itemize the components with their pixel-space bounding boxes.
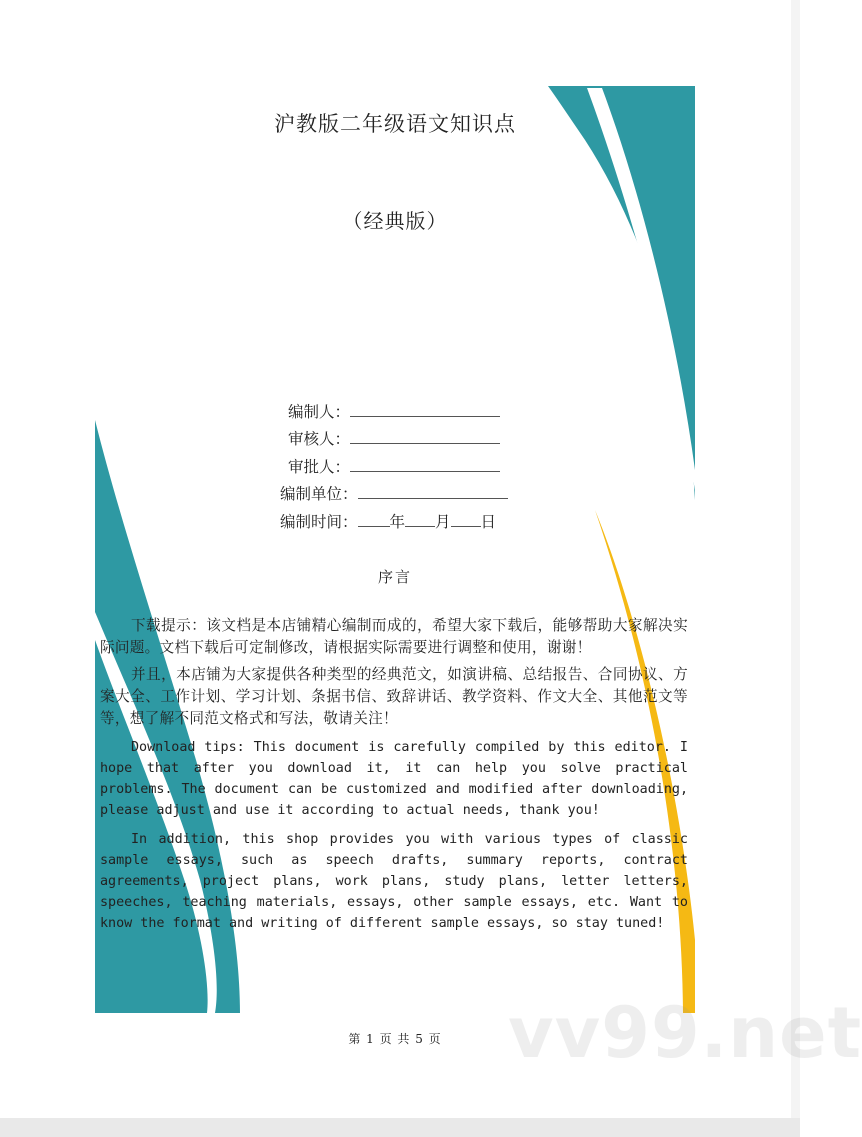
paragraph-shop-offer-en: In addition, this shop provides you with various types of classic sample essays, such as speech drafts, summary reports, contract agreements, project plans, work plans, study plans, letter letters, speeches, teaching materials, essays, other sample essays, etc. Want to know the format and writing of different sample essays, so stay tuned! bbox=[100, 832, 688, 931]
paragraph-download-tips-zh: 下载提示：该文档是本店铺精心编制而成的，希望大家下载后，能够帮助大家解决实际问题。文档下载后可定制修改，请根据实际需要进行调整和使用，谢谢！ bbox=[100, 617, 688, 656]
field-time-label: 编制时间： bbox=[280, 513, 358, 531]
field-month-blank bbox=[405, 511, 435, 527]
field-approver bbox=[288, 455, 500, 477]
field-approver-blank bbox=[350, 456, 500, 472]
field-year-label: 年 bbox=[389, 513, 406, 531]
field-editor-label: 编制人： bbox=[288, 403, 351, 421]
field-editor bbox=[288, 400, 500, 422]
field-year-blank bbox=[358, 511, 390, 527]
site-watermark: vv99.net bbox=[508, 992, 862, 1074]
viewer-bottom-bar bbox=[0, 1118, 800, 1137]
paragraph-shop-offer-zh: 并且，本店铺为大家提供各种类型的经典范文，如演讲稿、总结报告、合同协议、方案大全、工作计划、学习计划、条据书信、致辞讲话、教学资料、作文大全、其他范文等等，想了解不同范文格式和写法，敬请关注！ bbox=[100, 666, 688, 727]
field-editor-blank bbox=[350, 401, 500, 417]
page-edge bbox=[791, 0, 800, 1118]
field-approver-label: 审批人： bbox=[288, 458, 351, 476]
field-day-blank bbox=[451, 511, 481, 527]
document-title: 沪教版二年级语文知识点 bbox=[274, 112, 516, 136]
field-reviewer-blank bbox=[350, 428, 500, 444]
document-subtitle: （经典版） bbox=[342, 209, 448, 233]
field-unit-blank bbox=[358, 483, 508, 499]
field-unit bbox=[280, 482, 508, 504]
field-reviewer bbox=[288, 427, 500, 449]
field-day-label: 日 bbox=[480, 513, 497, 531]
field-month-label: 月 bbox=[435, 513, 451, 531]
page-footer: 第 1 页 共 5 页 bbox=[348, 1032, 442, 1046]
field-time bbox=[280, 510, 496, 532]
field-reviewer-label: 审核人： bbox=[288, 430, 351, 448]
paragraph-download-tips-en: Download tips: This document is carefully compiled by this editor. I hope that after you download it, it can help you solve practical problems. The document can be customized and modified after downloading, please adjust and use it according to actual needs, thank you! bbox=[100, 740, 688, 818]
preface-heading: 序言 bbox=[377, 568, 412, 586]
field-unit-label: 编制单位： bbox=[280, 485, 358, 503]
